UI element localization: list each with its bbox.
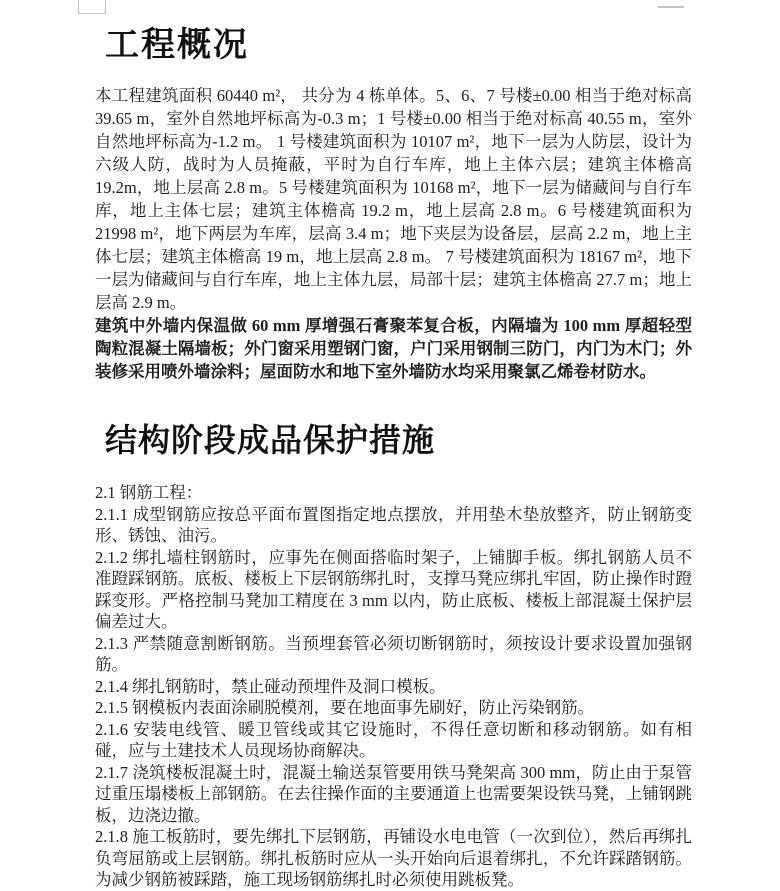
list-item-2-1-1: 2.1.1 成型钢筋应按总平面布置图指定地点摆放，并用垫木垫放整齐，防止钢筋变形、锈蚀、油污。 bbox=[95, 504, 692, 545]
section-heading-protection-measures: 结构阶段成品保护措施 bbox=[105, 422, 436, 458]
list-item-2-1-6: 2.1.6 安装电线管、暖卫管线或其它设施时，不得任意切断和移动钢筋。如有相碰，应与土建技术人员现场协商解决。 bbox=[95, 719, 692, 760]
document-content bbox=[95, 0, 692, 891]
paragraph-building-overview: 本工程建筑面积 60440 m²， 共分为 4 栋单体。5、6、7 号楼±0.00 相当于绝对标高 39.65 m，室外自然地坪标高为-0.3 m；1 号楼±0.00 相当于绝对标高 40.55 m，室外自然地坪标高为-1.2 m。 1 号楼建筑面积为 10107 m²，地下一层为人防层，设计为六级人防，战时为人员掩蔽，平时为自行车库，地上主体六层；建筑主体檐高 19.2m，地上层高 2.8 m。5 号楼建筑面积为 10168 m²，地下一层为储藏间与自行车库，地上主体七层；建筑主体檐高 19.2 m，地上层高 2.8 m。6 号楼建筑面积为 21998 m²，地下两层为车库，层高 3.4 m；地下夹层为设备层，层高 2.2 m，地上主体七层；建筑主体檐高 19 m，地上层高 2.8 m。 7 号楼建筑面积为 18167 m²，地下一层为储藏间与自行车库，地上主体九层，局部十层；建筑主体檐高 27.7 m；地上层高 2.9 m。 bbox=[95, 86, 692, 312]
list-item-2-1: 2.1 钢筋工程： bbox=[95, 483, 203, 502]
list-item-2-1-8: 2.1.8 施工板筋时，要先绑扎下层钢筋，再铺设水电电管（一次到位），然后再绑扎负弯屈筋或上层钢筋。绑扎板筋时应从一头开始向后退着绑扎，不允许踩踏钢筋。为减少钢筋被踩踏，施工现场钢筋绑扎时必须使用跳板凳。 bbox=[95, 827, 692, 889]
paragraph-materials-waterproofing: 建筑中外墙内保温做 60 mm 厚增强石膏聚苯复合板，内隔墙为 100 mm 厚超轻型陶粒混凝土隔墙板；外门窗采用塑钢门窗，户门采用钢制三防门，内门为木门；外装修采用喷外墙涂料；屋面防水和地下室外墙防水均采用聚氯乙烯卷材防水。 bbox=[95, 316, 692, 381]
list-item-2-1-7: 2.1.7 浇筑楼板混凝土时，混凝土输送泵管要用铁马凳架高 300 mm，防止由于泵管过重压塌楼板上部钢筋。在去往操作面的主要通道上也需要架设铁马凳，上铺钢跳板，边浇边撤。 bbox=[95, 762, 692, 825]
list-item-2-1-4: 2.1.4 绑扎钢筋时，禁止碰动预埋件及洞口模板。 bbox=[95, 676, 446, 696]
measure-list bbox=[95, 482, 692, 891]
list-item-2-1-5: 2.1.5 钢模板内表面涂刷脱模剂，要在地面事先刷好，防止污染钢筋。 bbox=[95, 698, 595, 717]
list-item-2-1-3: 2.1.3 严禁随意割断钢筋。当预埋套管必须切断钢筋时，须按设计要求设置加强钢筋。 bbox=[95, 633, 692, 674]
list-item-2-1-2: 2.1.2 绑扎墙柱钢筋时，应事先在侧面搭临时架子，上铺脚手板。绑扎钢筋人员不准蹬踩钢筋。底板、楼板上下层钢筋绑扎时，支撑马凳应绑扎牢固，防止操作时蹬踩变形。严格控制马凳加工精度在 3 mm 以内，防止底板、楼板上部混凝土保护层偏差过大。 bbox=[95, 547, 692, 631]
section-heading-project-overview: 工程概况 bbox=[105, 27, 249, 64]
